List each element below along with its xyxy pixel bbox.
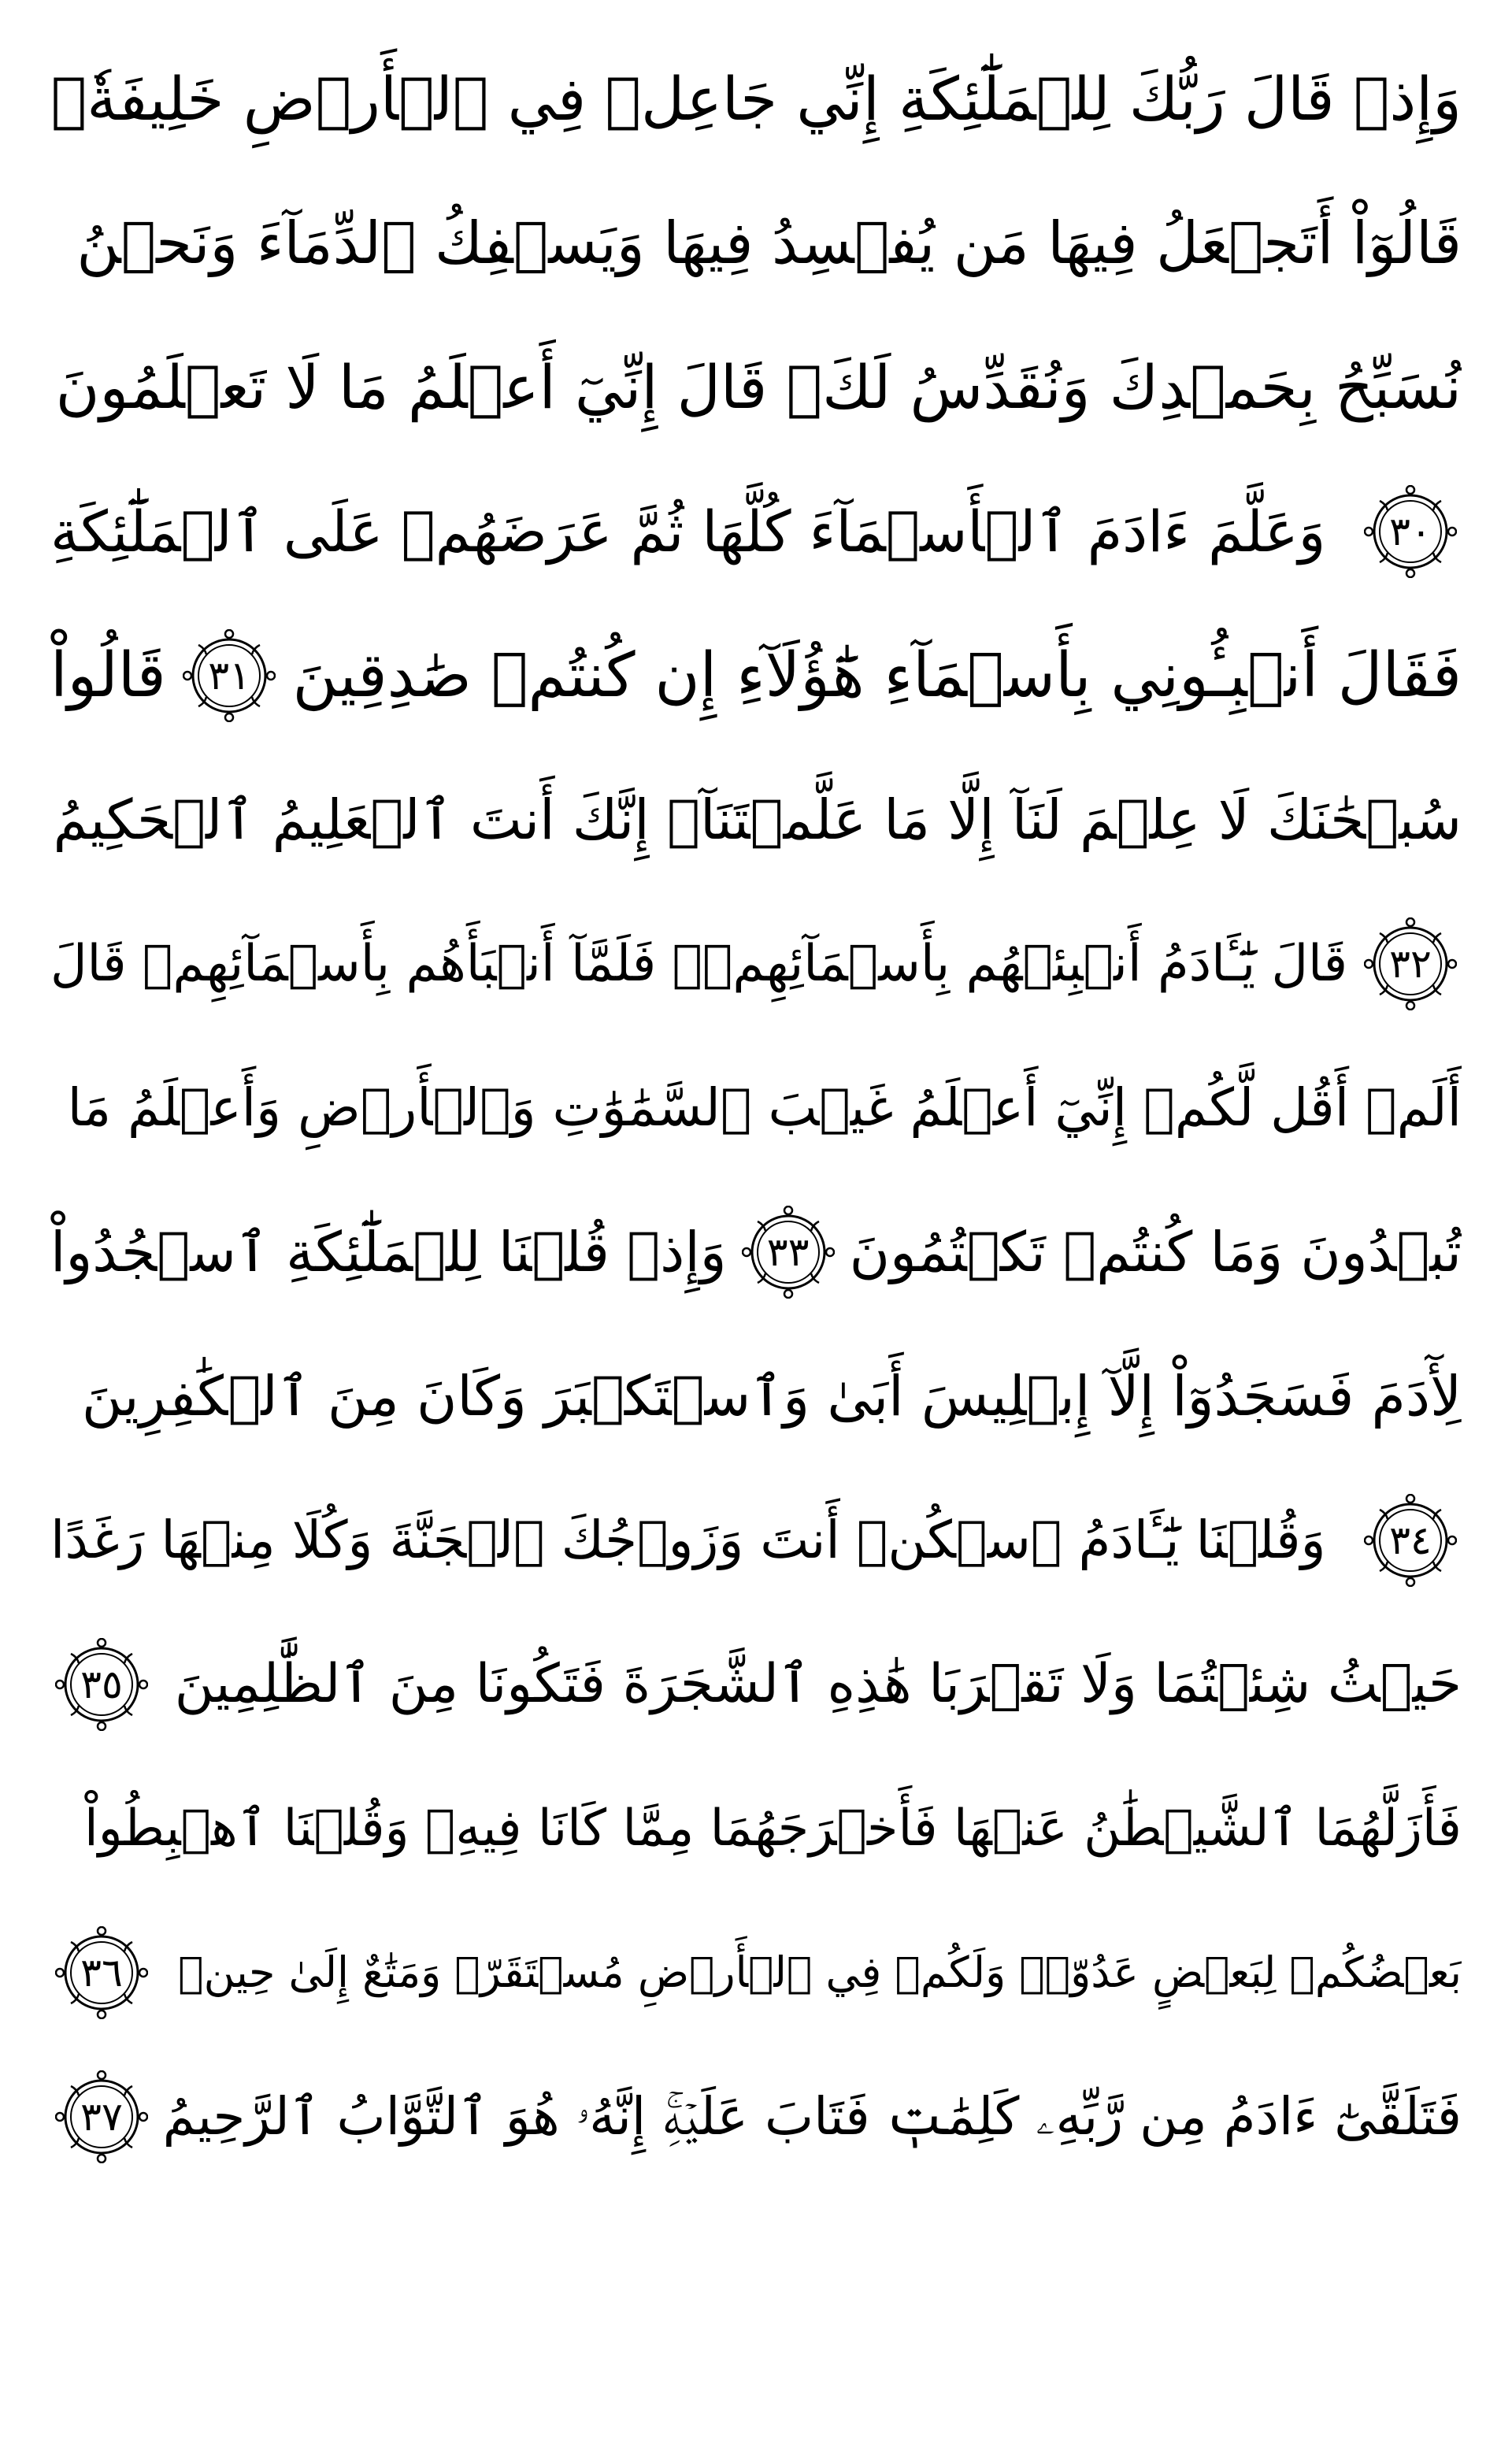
verse-text: قَالُواْ xyxy=(50,639,166,711)
verse-text: نُسَبِّحُ بِحَمۡدِكَ وَنُقَدِّسُ لَكَۖ قَالَ إِنِّيٓ أَعۡلَمُ مَا لَا تَعۡلَمُونَ xyxy=(55,351,1462,422)
verse-text: وَإِذۡ قَالَ رَبُّكَ لِلۡمَلَٰٓئِكَةِ إِنِّي جَاعِلٞ فِي ٱلۡأَرۡضِ خَلِيفَةٗۖ xyxy=(50,63,1462,134)
ayah-number: ٣٣ xyxy=(766,1229,810,1275)
ayah-number-marker xyxy=(183,629,276,722)
verse-text: تُبۡدُونَ وَمَا كُنتُمۡ تَكۡتُمُونَ xyxy=(849,1219,1462,1284)
text-line xyxy=(50,459,1462,603)
ayah-number: ٣٧ xyxy=(80,2093,123,2140)
ayah-number: ٣٠ xyxy=(1389,508,1432,554)
verse-text: وَقُلۡنَا يَٰٓـَٔادَمُ ٱسۡكُنۡ أَنتَ وَزَوۡجُكَ ٱلۡجَنَّةَ وَكُلَا مِنۡهَا رَغَدًا xyxy=(50,1509,1326,1570)
text-line xyxy=(50,891,1462,1036)
verse-text: لِأٓدَمَ فَسَجَدُوٓاْ إِلَّآ إِبۡلِيسَ أَبَىٰ وَٱسۡتَكۡبَرَ وَكَانَ مِنَ ٱلۡكَٰفِرِينَ xyxy=(81,1363,1462,1429)
ayah-number: ٣٥ xyxy=(80,1661,123,1707)
ayah-number-marker xyxy=(1364,1494,1457,1587)
ayah-number-marker xyxy=(55,1638,148,1731)
text-line xyxy=(50,1468,1462,1612)
ayah-number: ٣٢ xyxy=(1389,940,1432,987)
verse-text: وَإِذۡ قُلۡنَا لِلۡمَلَٰٓئِكَةِ ٱسۡجُدُواْ xyxy=(50,1219,727,1284)
text-line xyxy=(50,747,1462,891)
ayah-number: ٣٦ xyxy=(80,1949,123,1996)
verse-text: فَتَلَقَّىٰٓ ءَادَمُ مِن رَّبِّهِۦ كَلِمَٰتٖ فَتَابَ عَلَيۡهِۚ إِنَّهُۥ هُوَ ٱلتَّوَّابُ ٱلرَّحِيمُ xyxy=(162,2085,1462,2147)
text-line xyxy=(50,27,1462,171)
verse-text: قَالَ يَٰٓـَٔادَمُ أَنۢبِئۡهُم بِأَسۡمَآئِهِمۡۖ فَلَمَّآ أَنۢبَأَهُم بِأَسۡمَآئِهِمۡ قَالَ xyxy=(50,934,1348,993)
verse-text: فَقَالَ أَنۢبِـُٔونِي بِأَسۡمَآءِ هَٰٓؤُلَآءِ إِن كُنتُمۡ صَٰدِقِينَ xyxy=(292,639,1462,711)
verse-text: أَلَمۡ أَقُل لَّكُمۡ إِنِّيٓ أَعۡلَمُ غَيۡبَ ٱلسَّمَٰوَٰتِ وَٱلۡأَرۡضِ وَأَعۡلَمُ مَا xyxy=(67,1077,1462,1138)
text-line xyxy=(50,315,1462,459)
text-line xyxy=(50,1180,1462,1324)
verse-text: سُبۡحَٰنَكَ لَا عِلۡمَ لَنَآ إِلَّا مَا عَلَّمۡتَنَآۖ إِنَّكَ أَنتَ ٱلۡعَلِيمُ ٱلۡحَكِيمُ xyxy=(53,787,1462,852)
text-line xyxy=(50,1756,1462,1900)
ayah-number-marker xyxy=(1364,485,1457,578)
verse-text: حَيۡثُ شِئۡتُمَا وَلَا تَقۡرَبَا هَٰذِهِ ٱلشَّجَرَةَ فَتَكُونَا مِنَ ٱلظَّٰلِمِينَ xyxy=(174,1652,1462,1715)
verse-text: بَعۡضُكُمۡ لِبَعۡضٍ عَدُوّٞۖ وَلَكُمۡ فِي ٱلۡأَرۡضِ مُسۡتَقَرّٞ وَمَتَٰعٌ إِلَىٰ حِينٖ xyxy=(178,1947,1462,1997)
text-line xyxy=(50,1324,1462,1468)
ayah-number-marker xyxy=(1364,917,1457,1010)
ayah-number-marker xyxy=(55,1926,148,2019)
verse-text: وَعَلَّمَ ءَادَمَ ٱلۡأَسۡمَآءَ كُلَّهَا ثُمَّ عَرَضَهُمۡ عَلَى ٱلۡمَلَٰٓئِكَةِ xyxy=(50,498,1326,565)
ayah-number-marker xyxy=(742,1206,835,1299)
ayah-number-marker xyxy=(55,2070,148,2163)
text-line xyxy=(50,1612,1462,1756)
text-line xyxy=(50,171,1462,315)
verse-text: قَالُوٓاْ أَتَجۡعَلُ فِيهَا مَن يُفۡسِدُ فِيهَا وَيَسۡفِكُ ٱلدِّمَآءَ وَنَحۡنُ xyxy=(76,209,1462,277)
ayah-number: ٣١ xyxy=(208,652,250,699)
verse-text: فَأَزَلَّهُمَا ٱلشَّيۡطَٰنُ عَنۡهَا فَأَخۡرَجَهُمَا مِمَّا كَانَا فِيهِۖ وَقُلۡنَا ٱهۡبِطُواْ xyxy=(83,1799,1462,1858)
ayah-number: ٣٤ xyxy=(1389,1517,1432,1563)
text-line xyxy=(50,1036,1462,1180)
text-line xyxy=(50,603,1462,747)
text-line xyxy=(50,2044,1462,2188)
text-line xyxy=(50,1900,1462,2044)
